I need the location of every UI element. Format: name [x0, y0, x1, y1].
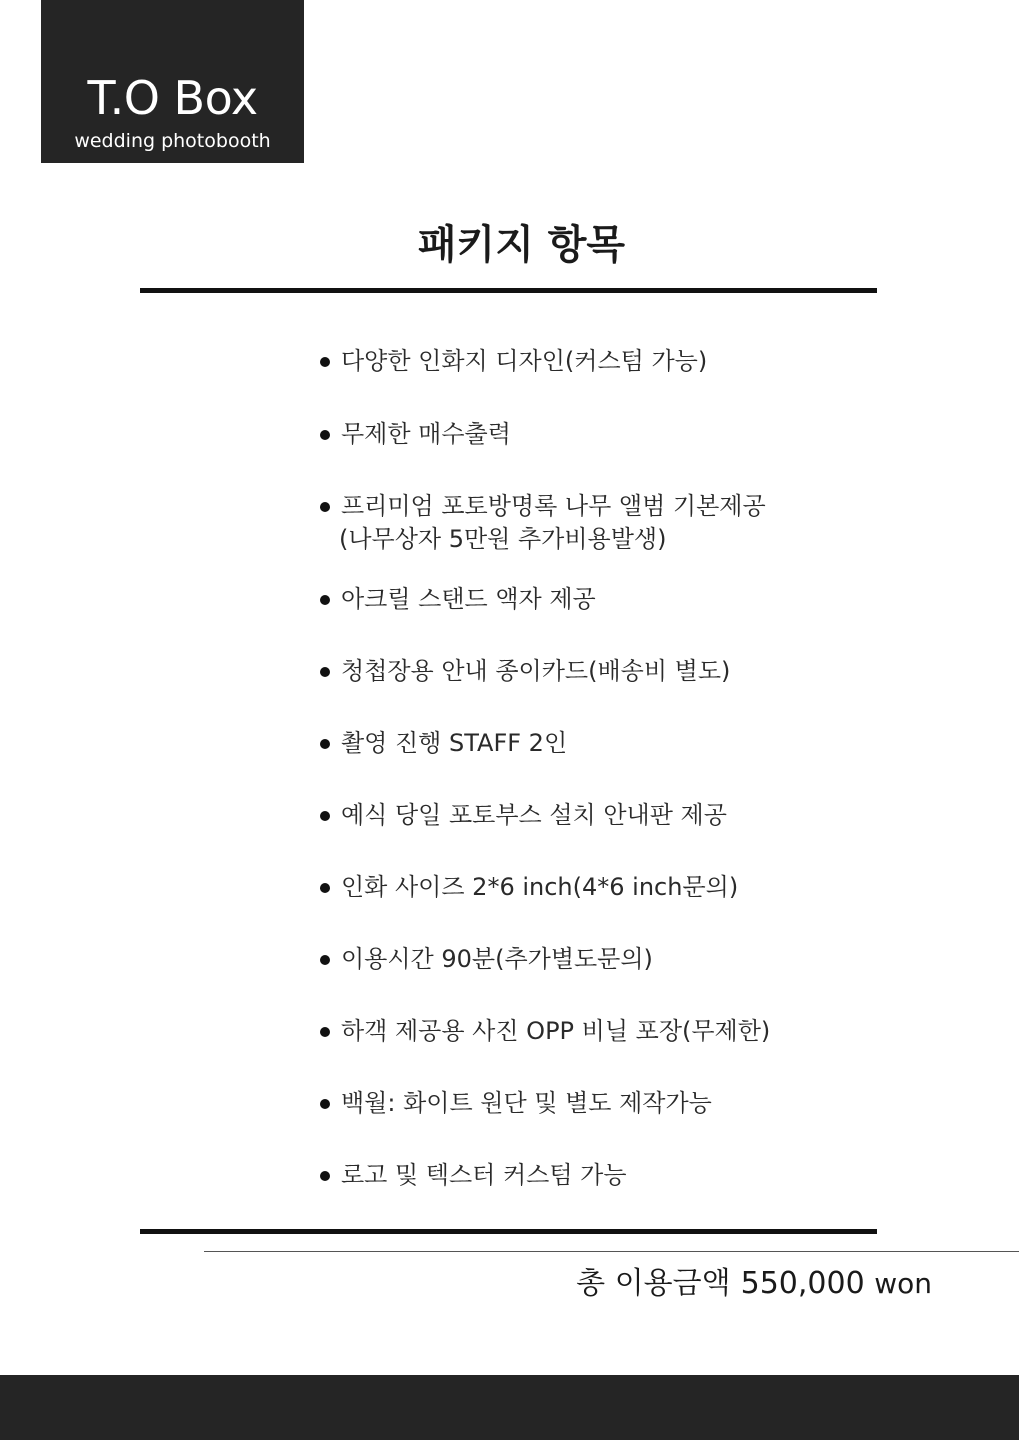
- list-item-text: 프리미엄 포토방명록 나무 앨범 기본제공: [341, 492, 766, 520]
- list-item-text: 촬영 진행 STAFF 2인: [341, 729, 568, 757]
- bullet-icon: [320, 1099, 330, 1109]
- bullet-icon: [320, 430, 330, 440]
- bullet-icon: [320, 1171, 330, 1181]
- list-item-text: 백월: 화이트 원단 및 별도 제작가능: [341, 1089, 712, 1117]
- total-label: 총 이용금액: [576, 1266, 731, 1301]
- bullet-icon: [320, 595, 330, 605]
- list-item-text: 인화 사이즈 2*6 inch(4*6 inch문의): [341, 873, 739, 901]
- top-divider: [140, 288, 877, 293]
- list-item-subtext: (나무상자 5만원 추가비용발생): [339, 525, 667, 553]
- list-item-text: 예식 당일 포토부스 설치 안내판 제공: [341, 801, 727, 829]
- bullet-icon: [320, 502, 330, 512]
- list-item-text: 무제한 매수출력: [341, 420, 511, 448]
- logo-box: [41, 0, 304, 163]
- list-item-text: 다양한 인화지 디자인(커스텀 가능): [341, 347, 708, 375]
- list-item-text: 로고 및 텍스터 커스텀 가능: [341, 1161, 627, 1189]
- logo-subtitle: wedding photobooth: [74, 130, 271, 152]
- list-item-text: 청첩장용 안내 종이카드(배송비 별도): [341, 657, 731, 685]
- bullet-icon: [320, 739, 330, 749]
- bullet-icon: [320, 955, 330, 965]
- bullet-icon: [320, 357, 330, 367]
- list-item-text: 이용시간 90분(추가별도문의): [341, 945, 653, 973]
- total-unit: won: [874, 1267, 932, 1300]
- list-item-text: 하객 제공용 사진 OPP 비닐 포장(무제한): [341, 1017, 771, 1045]
- bullet-icon: [320, 883, 330, 893]
- total-amount: 550,000: [740, 1266, 865, 1301]
- logo-title: T.O Box: [87, 71, 258, 125]
- bottom-divider: [140, 1229, 877, 1234]
- page-title: 패키지 항목: [417, 222, 626, 268]
- total-price: [560, 1262, 932, 1306]
- bullet-icon: [320, 811, 330, 821]
- footer-bar: [0, 1375, 1019, 1440]
- bullet-icon: [320, 667, 330, 677]
- total-divider: [204, 1251, 1019, 1252]
- bullet-icon: [320, 1027, 330, 1037]
- list-item-text: 아크릴 스탠드 액자 제공: [341, 585, 596, 613]
